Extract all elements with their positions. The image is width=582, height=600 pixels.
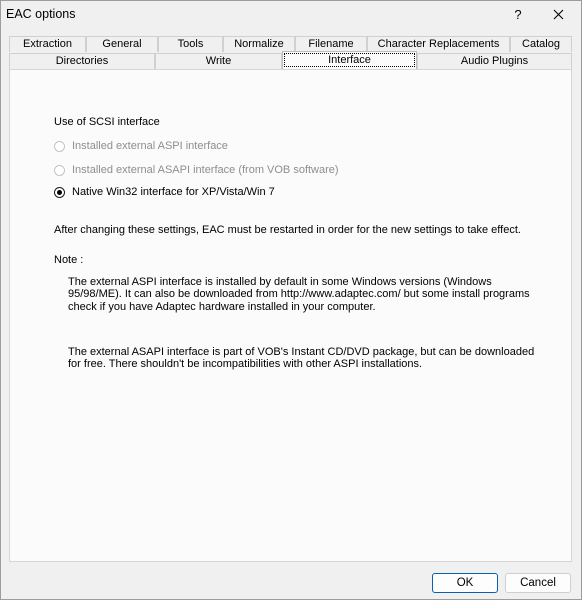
tab-directories[interactable]: Directories: [9, 53, 155, 69]
ok-button[interactable]: OK: [432, 573, 498, 593]
help-button[interactable]: ?: [514, 7, 522, 22]
note-label: Note :: [54, 254, 84, 266]
tab-general[interactable]: General: [86, 36, 158, 52]
radio-native-win32-label: Native Win32 interface for XP/Vista/Win 7: [72, 186, 275, 198]
scsi-group-title: Use of SCSI interface: [54, 116, 160, 128]
tab-write[interactable]: Write: [155, 53, 282, 69]
note-aspi-text: The external ASPI interface is installed by default in some Windows versions (Windows 95/98/ME). It can also be downloaded from http://www.adaptec.com/ but some install programs check if you have Adaptec hardware installed in your computer.: [68, 276, 530, 313]
tab-row-1: [9, 36, 571, 52]
window-title: EAC options: [6, 7, 76, 21]
radio-asapi[interactable]: [54, 162, 339, 178]
close-icon: [553, 9, 564, 20]
tab-interface[interactable]: Interface: [282, 51, 417, 69]
radio-native-win32[interactable]: [54, 184, 275, 200]
radio-aspi-label: Installed external ASPI interface: [72, 140, 228, 152]
tab-normalize[interactable]: Normalize: [223, 36, 295, 52]
tab-extraction[interactable]: Extraction: [9, 36, 86, 52]
tab-character-replacements[interactable]: Character Replacements: [367, 36, 510, 52]
tab-catalog[interactable]: Catalog: [510, 36, 572, 52]
note-asapi-text: The external ASAPI interface is part of VOB's Instant CD/DVD package, but can be downloaded for free. There shouldn't be incompatibilities with other ASPI installations.: [68, 346, 535, 371]
tab-row-2: [9, 53, 571, 69]
title-bar[interactable]: [1, 1, 581, 29]
radio-asapi-button[interactable]: [54, 165, 65, 176]
tab-tools[interactable]: Tools: [158, 36, 223, 52]
tab-filename[interactable]: Filename: [295, 36, 367, 52]
radio-native-win32-button[interactable]: [54, 187, 65, 198]
restart-notice: After changing these settings, EAC must be restarted in order for the new settings to take effect.: [54, 224, 521, 236]
tab-audio-plugins[interactable]: Audio Plugins: [417, 53, 572, 69]
radio-aspi[interactable]: [54, 138, 228, 154]
radio-aspi-button[interactable]: [54, 141, 65, 152]
interface-panel: [9, 69, 572, 562]
cancel-button[interactable]: Cancel: [505, 573, 571, 593]
radio-asapi-label: Installed external ASAPI interface (from VOB software): [72, 164, 339, 176]
close-button[interactable]: [546, 5, 570, 25]
